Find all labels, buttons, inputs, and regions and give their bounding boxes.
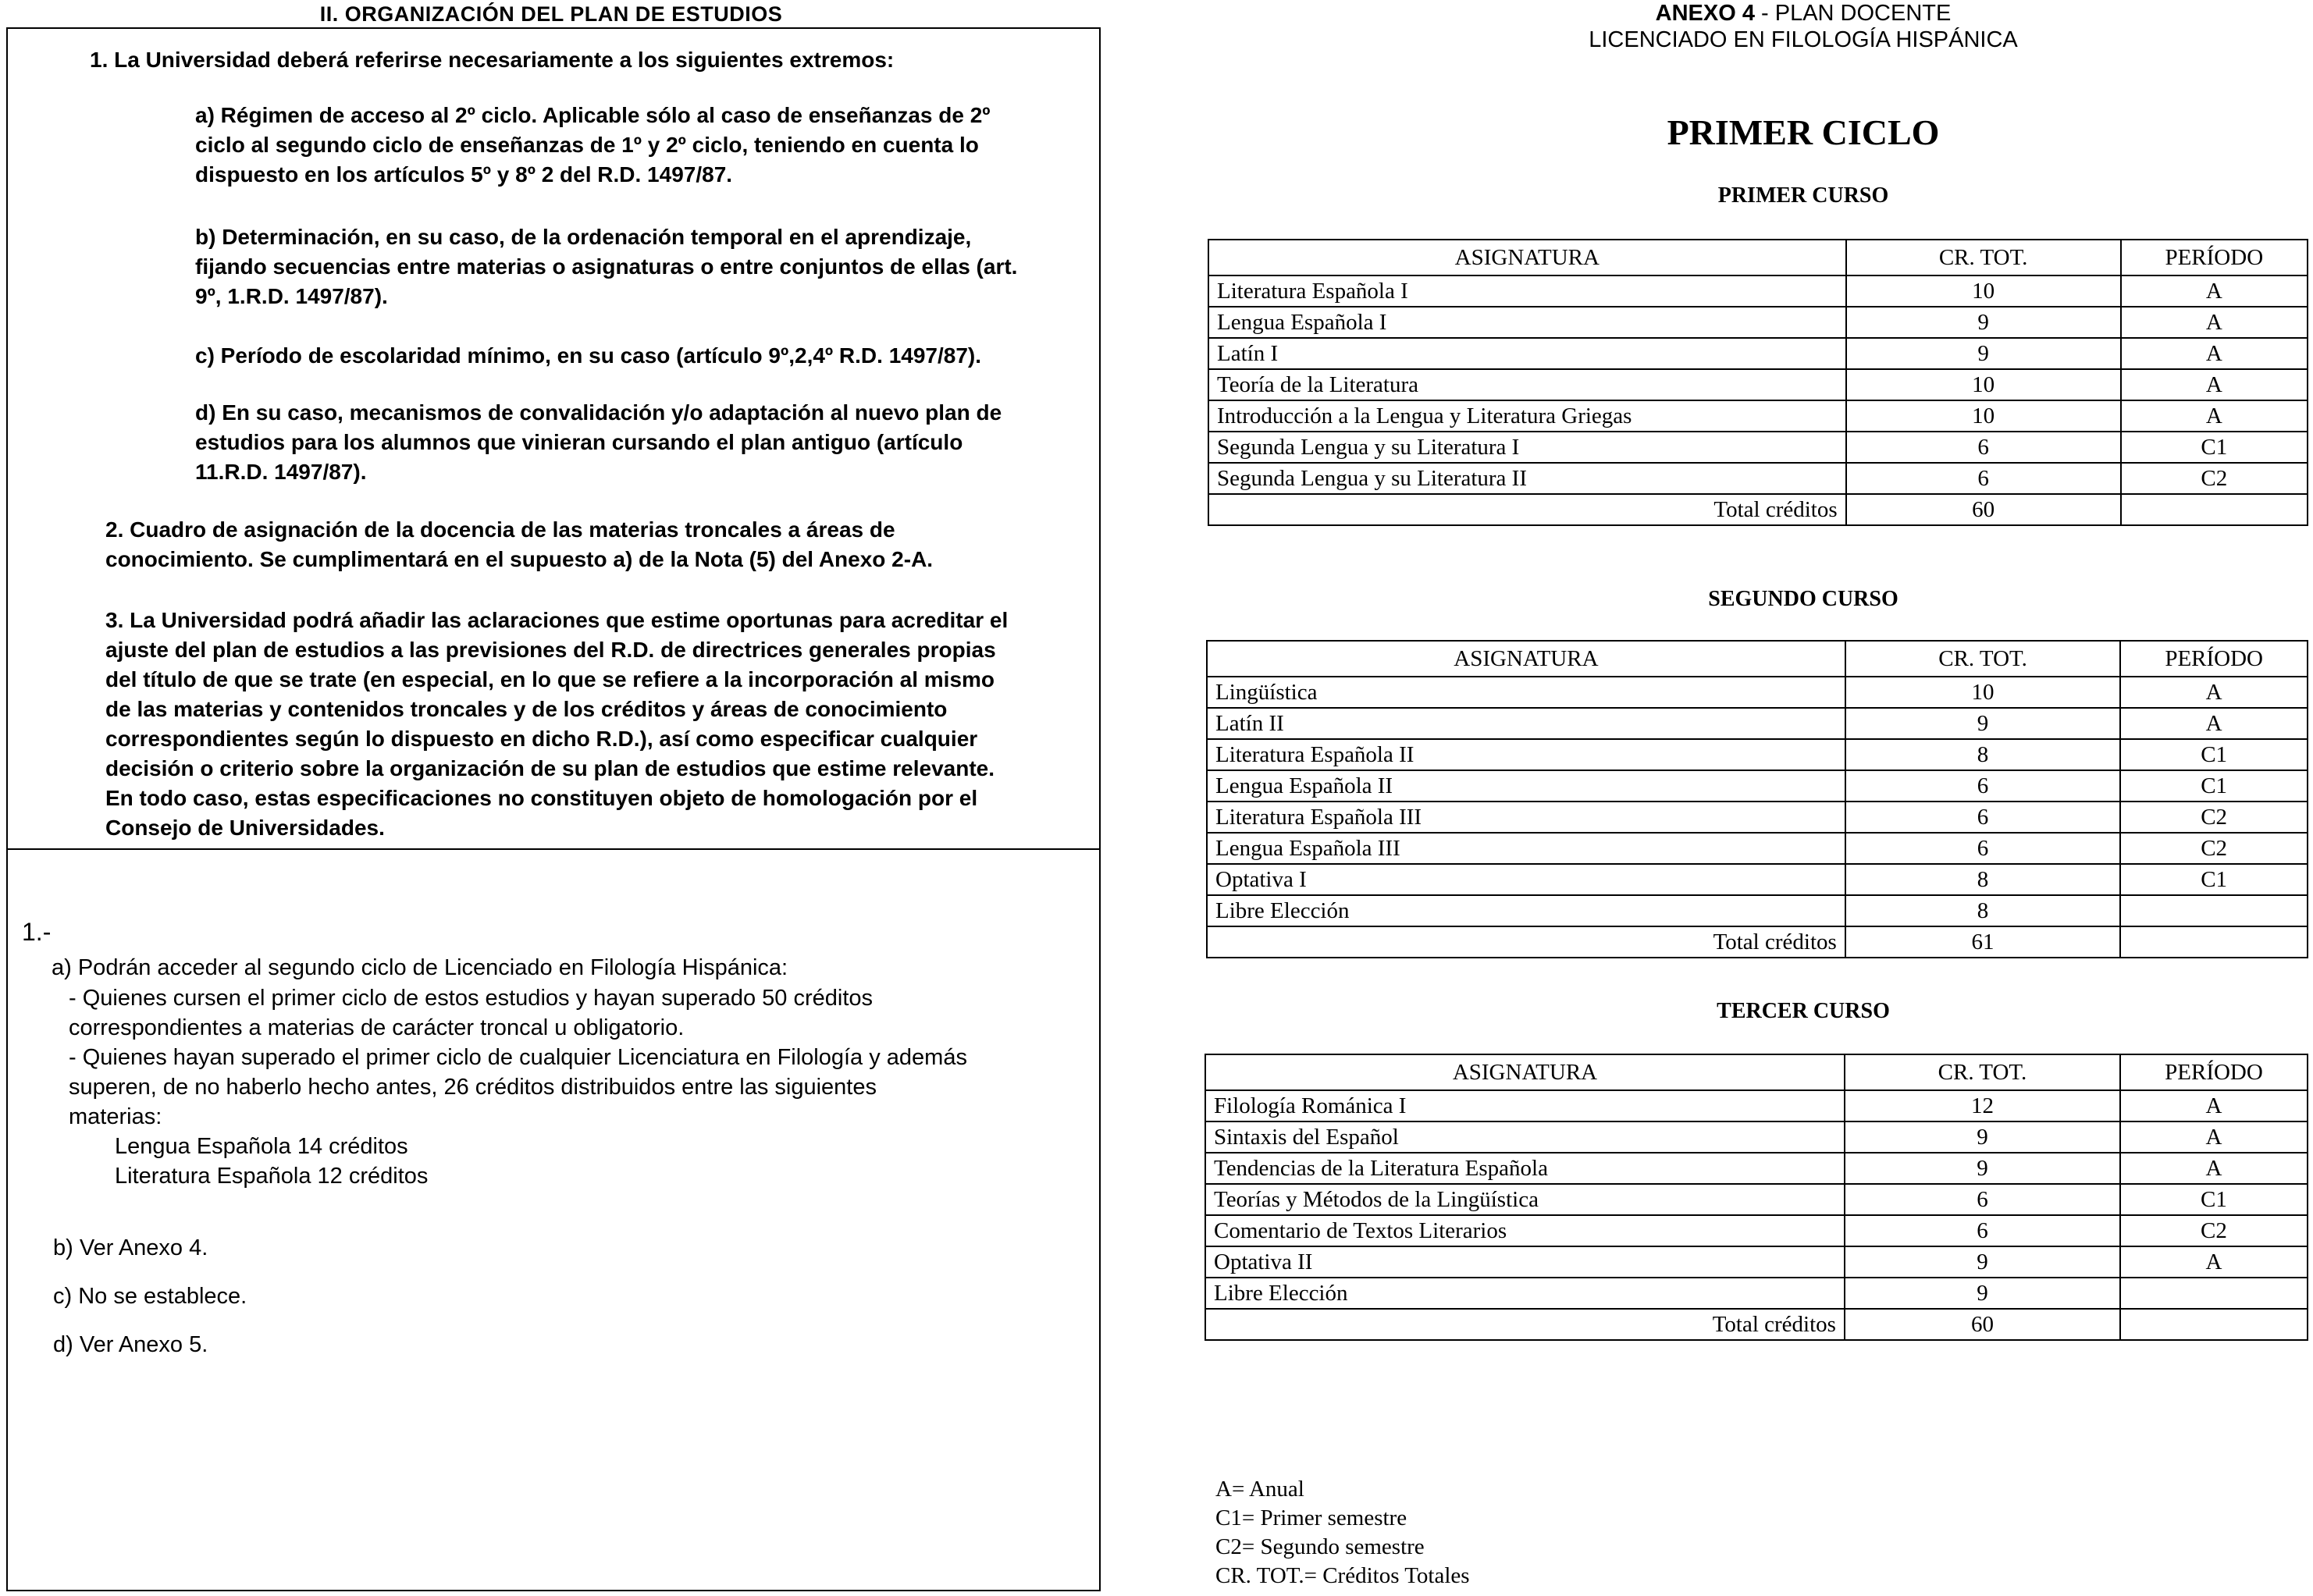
periodo-cell: A [2121,338,2308,369]
answer-c: c) No se establece. [53,1284,247,1309]
asignatura-cell: Latín II [1207,708,1845,739]
table-row [1208,275,2308,307]
legend-item: C2= Segundo semestre [1215,1534,1425,1559]
asignatura-cell: Lengua Española I [1208,307,1846,338]
table-row [1205,1215,2308,1246]
asignatura-cell: Sintaxis del Español [1205,1121,1845,1153]
creditos-cell: 9 [1845,1278,2120,1309]
asignatura-cell: Tendencias de la Literatura Española [1205,1153,1845,1184]
periodo-cell: C1 [2120,770,2308,802]
table-row [1207,677,2308,708]
creditos-cell: 9 [1846,307,2121,338]
creditos-cell: 6 [1845,833,2121,864]
periodo-cell: C1 [2120,1184,2308,1215]
periodo-cell: A [2120,708,2308,739]
asignatura-cell: Lingüística [1207,677,1845,708]
instruction-1: 1. La Universidad deberá referirse necesariamente a los siguientes extremos: [90,48,895,72]
creditos-cell: 12 [1845,1090,2120,1121]
periodo-cell: C1 [2120,864,2308,895]
total-empty-cell [2120,1309,2308,1340]
creditos-cell: 9 [1845,1121,2120,1153]
table-row [1207,739,2308,770]
total-label: Total créditos [1208,494,1846,525]
table-row [1205,1153,2308,1184]
table-row [1205,1184,2308,1215]
total-row [1207,926,2308,958]
periodo-cell: A [2121,307,2308,338]
column-header-asig: ASIGNATURA [1205,1054,1845,1090]
total-row [1205,1309,2308,1340]
instruction-1b: b) Determinación, en su caso, de la ordenación temporal en el aprendizaje, fijando secuencias entre materias o asignaturas o entre conjuntos de ellas (art. 9º, 1.R.D. 1497/87). [195,225,1018,308]
instruction-1a: a) Régimen de acceso al 2º ciclo. Aplicable sólo al caso de enseñanzas de 2º ciclo al segundo ciclo de enseñanzas de 1º y 2º ciclo, teniendo en cuenta lo dispuesto en los artículos 5º y 8º 2 del R.D. 1497/87. [195,103,991,187]
column-header-per: PERÍODO [2121,240,2308,275]
curso-title-2: SEGUNDO CURSO [1708,587,1898,611]
total-label: Total créditos [1205,1309,1845,1340]
asignatura-cell: Segunda Lengua y su Literatura II [1208,463,1846,494]
table-row [1207,895,2308,926]
table-row [1208,307,2308,338]
creditos-cell: 10 [1846,369,2121,400]
column-header-per: PERÍODO [2120,1054,2308,1090]
periodo-cell: A [2121,369,2308,400]
table-row [1207,833,2308,864]
asignatura-cell: Comentario de Textos Literarios [1205,1215,1845,1246]
asignatura-cell: Optativa I [1207,864,1845,895]
instruction-1c: c) Período de escolaridad mínimo, en su caso (artículo 9º,2,4º R.D. 1497/87). [195,343,982,368]
asignatura-cell: Latín I [1208,338,1846,369]
creditos-cell: 9 [1846,338,2121,369]
plan-table-3 [1205,1054,2308,1341]
asignatura-cell: Lengua Española III [1207,833,1845,864]
creditos-cell: 8 [1845,739,2121,770]
section-title: II. ORGANIZACIÓN DEL PLAN DE ESTUDIOS [319,2,783,26]
periodo-cell: C1 [2121,432,2308,463]
table-header-row [1208,240,2308,275]
creditos-cell: 6 [1845,1184,2120,1215]
table-row [1205,1090,2308,1121]
periodo-cell: C1 [2120,739,2308,770]
total-label: Total créditos [1207,926,1845,958]
table-row [1208,338,2308,369]
asignatura-cell: Libre Elección [1205,1278,1845,1309]
table-row [1208,400,2308,432]
asignatura-cell: Teorías y Métodos de la Lingüística [1205,1184,1845,1215]
periodo-cell: C2 [2120,802,2308,833]
answer-d: d) Ver Anexo 5. [53,1332,208,1357]
table-header-row [1207,641,2308,677]
asignatura-cell: Literatura Española III [1207,802,1845,833]
creditos-cell: 10 [1845,677,2121,708]
plan-table-2 [1206,640,2308,958]
table-row [1205,1278,2308,1309]
asignatura-cell: Teoría de la Literatura [1208,369,1846,400]
periodo-cell: C2 [2121,463,2308,494]
curso-title-1: PRIMER CURSO [1717,183,1889,208]
periodo-cell: A [2120,1090,2308,1121]
total-empty-cell [2121,494,2308,525]
instruction-2: 2. Cuadro de asignación de la docencia de las materias troncales a áreas de conocimiento. Se cumplimentará en el supuesto a) de la Nota (5) del Anexo 2-A. [105,517,934,571]
periodo-cell [2120,1278,2308,1309]
table-row [1207,864,2308,895]
asignatura-cell: Segunda Lengua y su Literatura I [1208,432,1846,463]
column-header-per: PERÍODO [2120,641,2308,677]
creditos-cell: 9 [1845,708,2121,739]
anexo-header [1530,0,2076,53]
creditos-cell: 10 [1846,275,2121,307]
periodo-cell: A [2120,677,2308,708]
asignatura-cell: Lengua Española II [1207,770,1845,802]
column-header-asig: ASIGNATURA [1208,240,1846,275]
table-row [1207,770,2308,802]
legend-item: A= Anual [1215,1477,1304,1502]
creditos-cell: 6 [1846,432,2121,463]
table-row [1208,369,2308,400]
table-row [1207,802,2308,833]
total-value: 60 [1846,494,2121,525]
total-empty-cell [2120,926,2308,958]
table-row [1205,1121,2308,1153]
creditos-cell: 6 [1845,770,2121,802]
anexo-plan: - PLAN DOCENTE [1754,1,1952,26]
periodo-cell: A [2120,1246,2308,1278]
ciclo-title: PRIMER CICLO [1667,112,1940,152]
table-row [1208,463,2308,494]
asignatura-cell: Filología Románica I [1205,1090,1845,1121]
periodo-cell: A [2121,400,2308,432]
curso-title-3: TERCER CURSO [1717,999,1890,1023]
column-header-asig: ASIGNATURA [1207,641,1845,677]
periodo-cell [2120,895,2308,926]
answer-b: b) Ver Anexo 4. [53,1235,208,1260]
periodo-cell: A [2121,275,2308,307]
instruction-1d: d) En su caso, mecanismos de convalidación y/o adaptación al nuevo plan de estudios para los alumnos que vinieran cursando el plan antiguo (artículo 11.R.D. 1497/87). [195,400,1002,484]
periodo-cell: C2 [2120,833,2308,864]
asignatura-cell: Literatura Española I [1208,275,1846,307]
periodo-cell: C2 [2120,1215,2308,1246]
legend-item: CR. TOT.= Créditos Totales [1215,1563,1470,1588]
table-row [1205,1246,2308,1278]
table-row [1207,708,2308,739]
asignatura-cell: Introducción a la Lengua y Literatura Griegas [1208,400,1846,432]
creditos-cell: 6 [1845,802,2121,833]
creditos-cell: 6 [1845,1215,2120,1246]
answer-a-item-2: - Quienes hayan superado el primer ciclo de cualquier Licenciatura en Filología y además superen, de no haberlo hecho antes, 26 créditos distribuidos entre las siguientes materias: [69,1045,967,1129]
total-value: 61 [1845,926,2121,958]
anexo-subtitle: LICENCIADO EN FILOLOGÍA HISPÁNICA [1589,27,2018,52]
asignatura-cell: Literatura Española II [1207,739,1845,770]
periodo-cell: A [2120,1153,2308,1184]
creditos-cell: 9 [1845,1246,2120,1278]
creditos-cell: 8 [1845,864,2121,895]
creditos-cell: 9 [1845,1153,2120,1184]
creditos-cell: 10 [1846,400,2121,432]
total-row [1208,494,2308,525]
column-header-cr: CR. TOT. [1846,240,2121,275]
answer-a-item-1: - Quienes cursen el primer ciclo de estos estudios y hayan superado 50 créditos correspondientes a materias de carácter troncal u obligatorio. [69,986,874,1040]
table-row [1208,432,2308,463]
answer-a: a) Podrán acceder al segundo ciclo de Licenciado en Filología Hispánica: [52,955,788,980]
column-header-cr: CR. TOT. [1845,641,2121,677]
asignatura-cell: Optativa II [1205,1246,1845,1278]
plan-table-1 [1208,239,2308,526]
asignatura-cell: Libre Elección [1207,895,1845,926]
total-value: 60 [1845,1309,2120,1340]
creditos-cell: 8 [1845,895,2121,926]
anexo-label: ANEXO 4 [1655,1,1755,26]
table-header-row [1205,1054,2308,1090]
creditos-cell: 6 [1846,463,2121,494]
answer-number: 1.- [22,918,52,946]
legend [1215,1475,1470,1591]
legend-item: C1= Primer semestre [1215,1505,1407,1530]
answer-a-materias: Lengua Española 14 créditos Literatura Española 12 créditos [115,1134,429,1189]
periodo-cell: A [2120,1121,2308,1153]
column-header-cr: CR. TOT. [1845,1054,2120,1090]
instruction-3: 3. La Universidad podrá añadir las aclaraciones que estime oportunas para acreditar el ajuste del plan de estudios a las previsiones del R.D. de directrices generales propias del título de que se trate (en especial, en lo que se refiere a la incorporación al mismo de las materias y contenidos troncales y de los créditos y áreas de conocimiento correspondientes según lo dispuesto en dicho R.D.), así como especificar cualquier decisión o criterio sobre la organización de su plan de estudios que estime relevante. En todo caso, estas especificaciones no constituyen objeto de homologación por el Consejo de Universidades. [105,608,1009,840]
